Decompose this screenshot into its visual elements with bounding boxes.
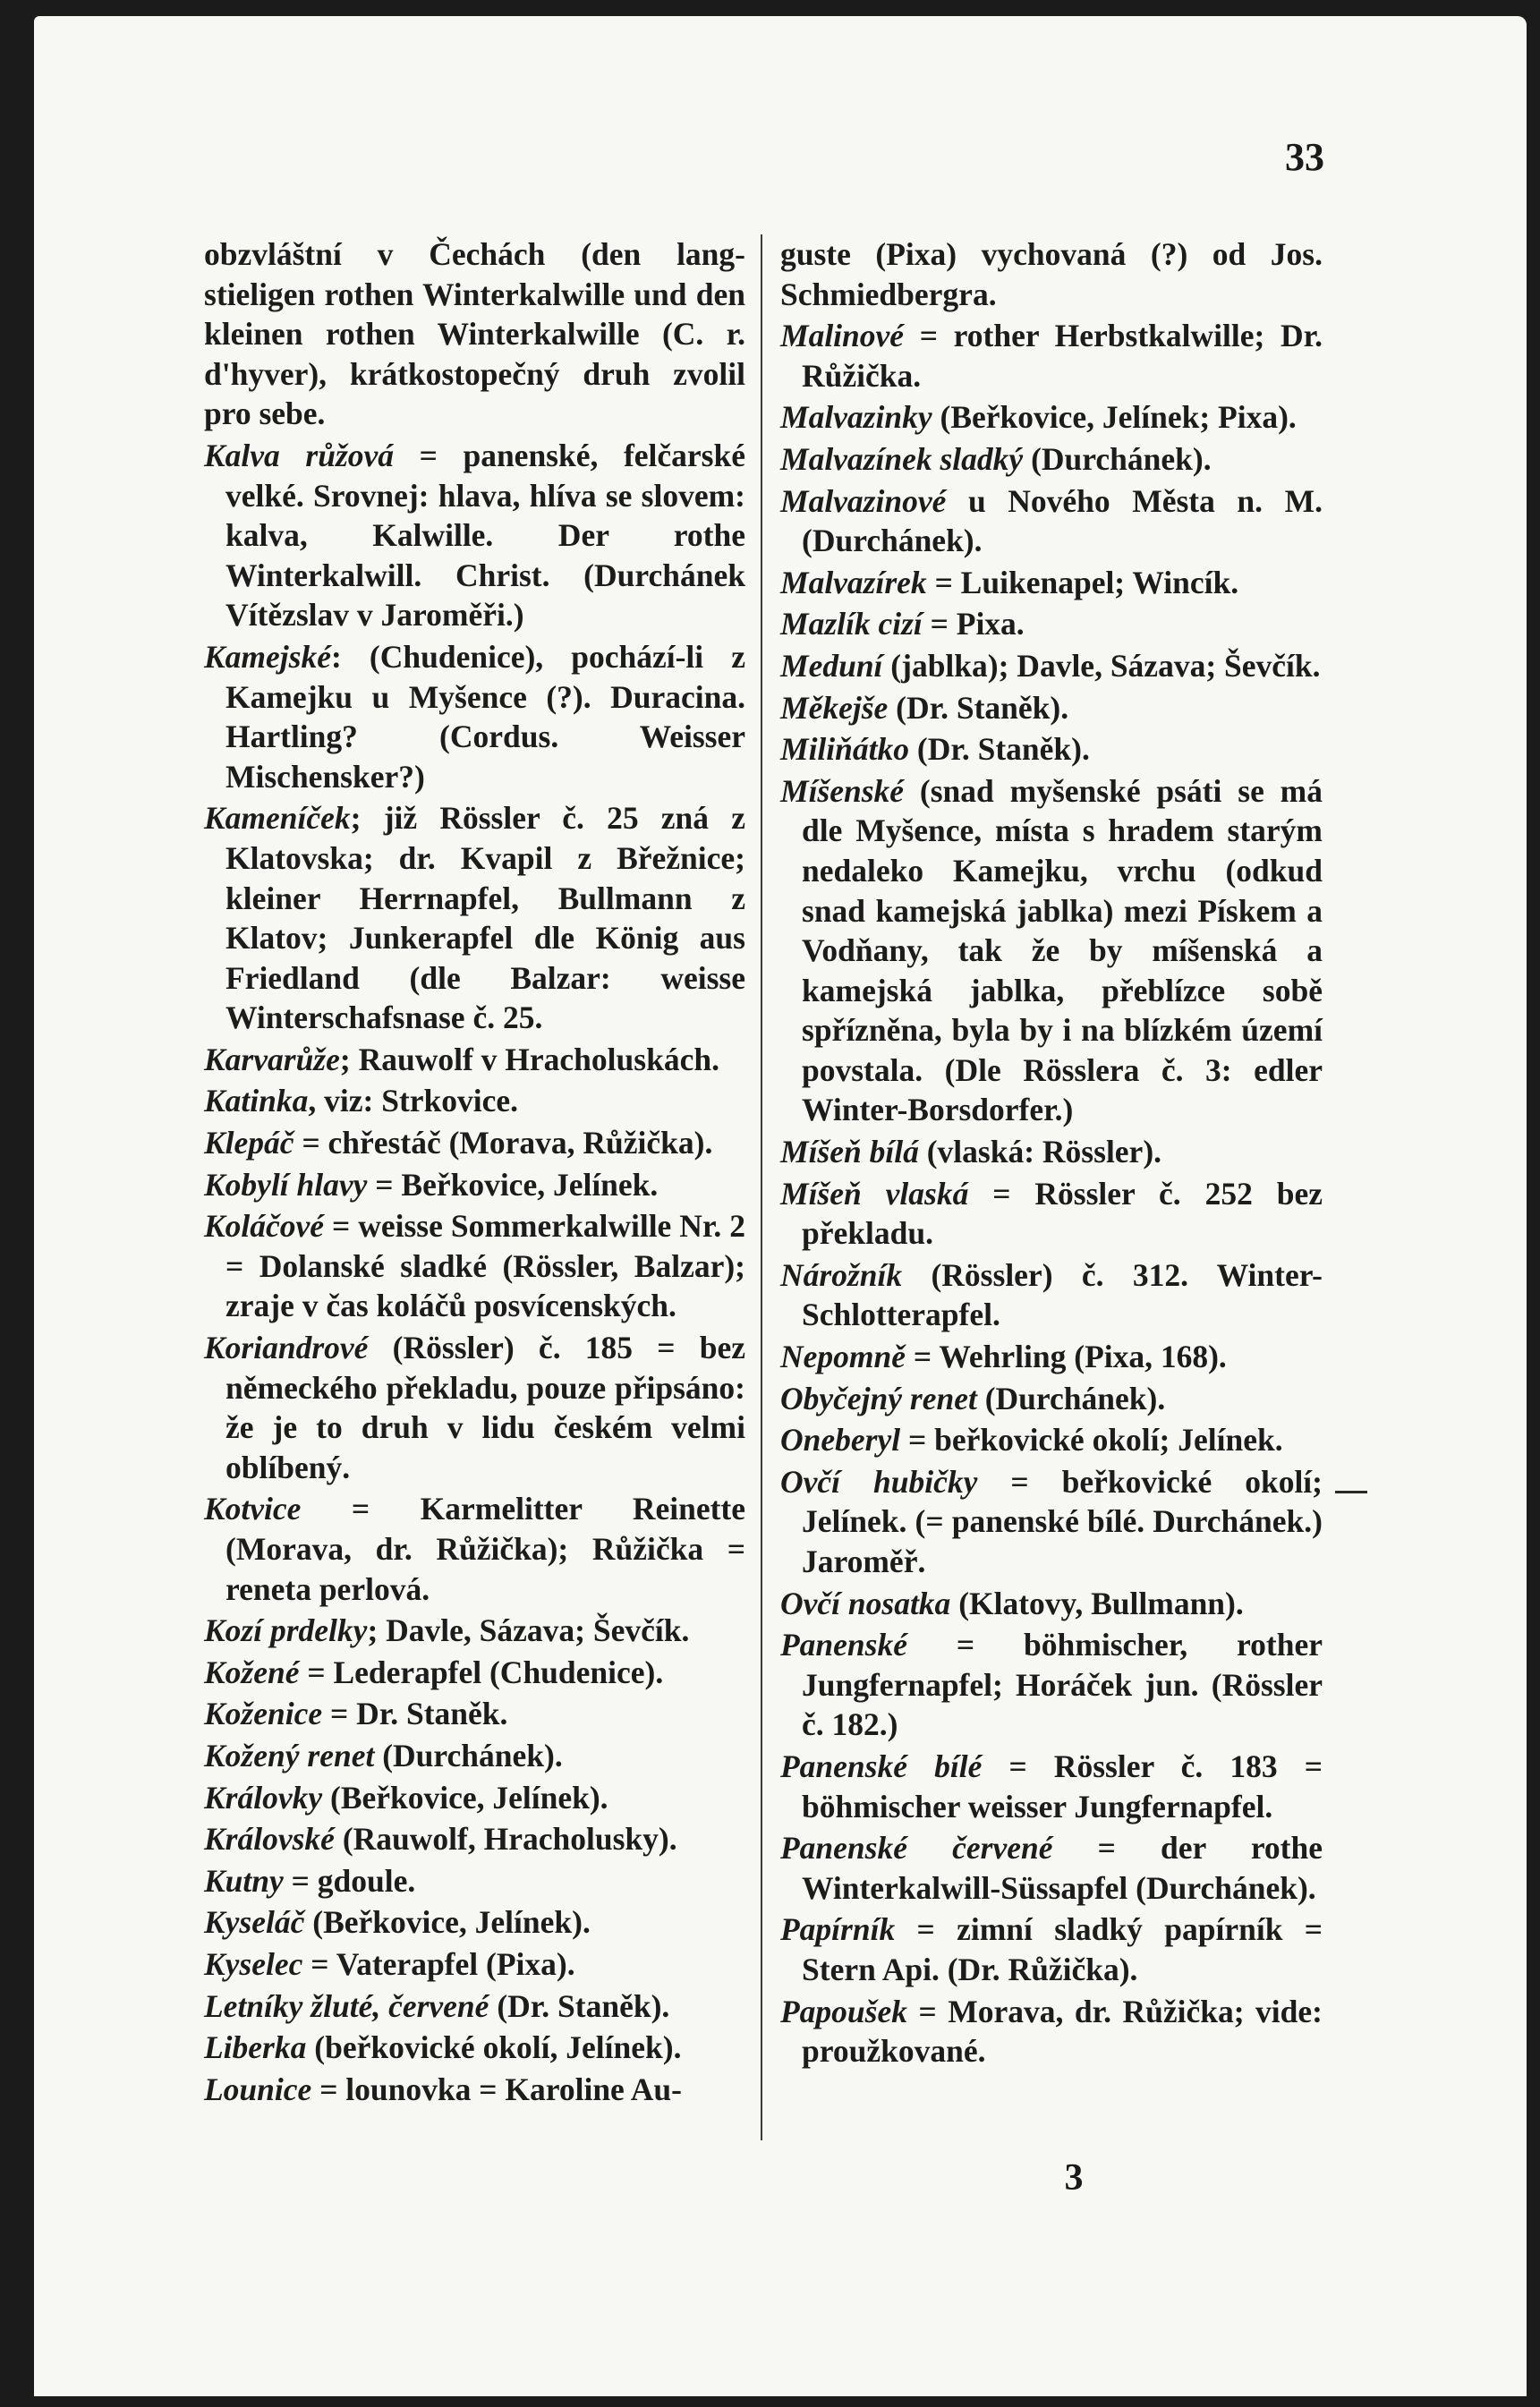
margin-mark: [1335, 1491, 1367, 1493]
dictionary-entry: [780, 729, 1323, 770]
dictionary-entry: [780, 688, 1323, 728]
entry-headword: Ovčí hubičky: [780, 1463, 978, 1500]
entry-headword: Klepáč: [204, 1125, 294, 1161]
entry-text: (Beřkovice, Jelínek).: [304, 1904, 591, 1941]
entry-text: (Dr. Staněk).: [909, 731, 1090, 768]
dictionary-entry: [780, 1828, 1323, 1908]
dictionary-entry: [204, 1694, 745, 1734]
entry-headword: Miliňátko: [780, 731, 910, 768]
entry-text: ; již Rössler č. 25 zná z Klatovska; dr. Kvapil z Břežnice; kleiner Herrnapfel, Bullmann z Klatov; Junkerapfel dle König aus Friedland (dle Balzar: weisse Winterschafsnase č. 25.: [225, 800, 745, 1036]
entry-headword: Míšeň bílá: [780, 1134, 919, 1170]
entry-headword: Mazlík cizí: [780, 606, 923, 642]
dictionary-entry: [204, 1328, 745, 1487]
entry-text: = beřkovické okolí; Jelínek. (= panenské bílé. Durchánek.) Jaroměř.: [802, 1463, 1323, 1579]
dictionary-entry: [204, 637, 745, 796]
entry-headword: Liberka: [204, 2029, 307, 2066]
dictionary-entry: [780, 316, 1323, 395]
entry-text: = Rössler č. 252 bez překladu.: [802, 1175, 1323, 1252]
dictionary-entry: [204, 1165, 745, 1205]
entry-headword: Kalva růžová: [204, 437, 395, 473]
entry-text: = böhmischer, rother Jungfernapfel; Horáček jun. (Rössler č. 182.): [802, 1627, 1323, 1743]
dictionary-entry: [780, 234, 1323, 314]
entry-text: (Durchánek).: [374, 1737, 563, 1773]
entry-headword: Královské: [204, 1821, 335, 1858]
dictionary-entry: [780, 563, 1323, 603]
entry-headword: Ovčí nosatka: [780, 1585, 951, 1621]
dictionary-entry: [204, 436, 745, 635]
entry-headword: Koženice: [204, 1696, 323, 1732]
entry-headword: Malvazinové: [780, 482, 947, 519]
entry-headword: Malinové: [780, 318, 905, 354]
dictionary-entry: [780, 1909, 1323, 1989]
dictionary-entry: [780, 481, 1323, 561]
entry-text: = rother Herbstkalwille; Dr. Růžička.: [802, 318, 1323, 394]
entry-headword: Kobylí hlavy: [204, 1166, 368, 1203]
entry-text: = Lederapfel (Chudenice).: [299, 1654, 664, 1690]
entry-text: = Wehrling (Pixa, 168).: [906, 1339, 1227, 1375]
entry-headword: Královky: [204, 1779, 323, 1816]
entry-text: (Rössler) č. 185 = bez německého překladu, pouze připsáno: že je to druh v lidu českém velmi oblíbený.: [225, 1330, 745, 1485]
dictionary-entry: [780, 1337, 1323, 1377]
entry-text: obzvláštní v Čechách (den lang-stieligen rothen Winterkalwille und den kleinen rothen Winterkalwille (C. r. d'hyver), krátkostopečný druh zvolil pro sebe.: [204, 236, 745, 432]
dictionary-entry: [780, 1420, 1323, 1460]
entry-headword: Nárožník: [780, 1256, 903, 1293]
entry-headword: Malvazínek sladký: [780, 440, 1024, 477]
entry-text: = panenské, felčarské velké. Srovnej: hlava, hlíva se slovem: kalva, Kalwille. Der rothe Winterkalwill. Christ. (Durchánek Vítězslav v Jaroměři.): [225, 437, 745, 634]
page-number: 33: [1285, 135, 1324, 179]
entry-headword: Koriandrové: [204, 1330, 369, 1366]
entry-headword: Oneberyl: [780, 1422, 901, 1459]
dictionary-entry: [780, 439, 1323, 480]
entry-headword: Kameníček: [204, 800, 351, 837]
dictionary-entry: [780, 1992, 1323, 2071]
entry-text: (Dr. Staněk).: [888, 689, 1069, 726]
entry-headword: Panenské červené: [780, 1830, 1053, 1867]
entry-text: = Dr. Staněk.: [322, 1696, 508, 1732]
dictionary-entry: [780, 1379, 1323, 1419]
dictionary-entry: [204, 1653, 745, 1693]
dictionary-entry: [204, 1206, 745, 1326]
dictionary-entry: [780, 1255, 1323, 1335]
entry-headword: Lounice: [204, 2071, 312, 2107]
entry-text: ; Davle, Sázava; Ševčík.: [367, 1612, 690, 1649]
dictionary-entry: [204, 234, 745, 434]
dictionary-entry: [780, 1132, 1323, 1172]
entry-text: = Beřkovice, Jelínek.: [367, 1166, 659, 1203]
column-divider: [761, 234, 762, 2140]
entry-headword: Karvarůže: [204, 1041, 340, 1077]
dictionary-entry: [204, 2028, 745, 2068]
entry-text: (Beřkovice, Jelínek; Pixa).: [932, 399, 1297, 436]
entry-text: = Karmelitter Reinette (Morava, dr. Růžička); Růžička = reneta perlová.: [225, 1491, 745, 1607]
entry-text: = chřestáč (Morava, Růžička).: [294, 1125, 713, 1161]
dictionary-entry: [780, 1174, 1323, 1254]
dictionary-entry: [204, 1778, 745, 1818]
dictionary-entry: [780, 1584, 1323, 1624]
entry-text: (snad myšenské psáti se má dle Myšence, místa s hradem starým nedaleko Kamejku, vrchu (odkud snad kamejská jablka) mezi Pískem a Vodňany, tak že by míšenská a kamejská jablka, přeblízce sobě spřízněna, byla by i na blízkém území povstala. (Dle Rösslera č. 3: edler Winter-Borsdorfer.): [802, 772, 1323, 1128]
entry-headword: Kyseláč: [204, 1904, 305, 1941]
entry-text: = weisse Sommerkalwille Nr. 2 = Dolanské sladké (Rössler, Balzar); zraje v čas koláčů posvícenských.: [225, 1208, 745, 1324]
entry-headword: Papoušek: [780, 1993, 907, 2029]
entry-headword: Míšeň vlaská: [780, 1175, 969, 1212]
entry-text: (Beřkovice, Jelínek).: [322, 1779, 608, 1816]
entry-text: = Morava, dr. Růžička; vide: proužkované.: [802, 1993, 1323, 2070]
dictionary-entry: [780, 1462, 1323, 1582]
entry-text: (Rauwolf, Hracholusky).: [334, 1821, 677, 1858]
entry-text: (Durchánek).: [1023, 440, 1212, 477]
entry-headword: Panenské bílé: [780, 1748, 983, 1784]
entry-text: , viz: Strkovice.: [308, 1083, 519, 1119]
entry-text: = Rössler č. 183 = böhmischer weisser Jungfernapfel.: [802, 1748, 1323, 1824]
entry-headword: Kožené: [204, 1654, 300, 1690]
dictionary-entry: [204, 1861, 745, 1901]
entry-text: = Pixa.: [922, 606, 1025, 642]
entry-text: (jablka); Davle, Sázava; Ševčík.: [882, 647, 1321, 684]
dictionary-entry: [204, 798, 745, 1038]
dictionary-entry: [780, 1625, 1323, 1745]
entry-text: = Luikenapel; Wincík.: [926, 564, 1239, 600]
dictionary-entry: [204, 1944, 745, 1985]
entry-text: (Rössler) č. 312. Winter-Schlotterapfel.: [802, 1256, 1323, 1333]
entry-text: = der rothe Winterkalwill-Süssapfel (Durchánek).: [802, 1830, 1323, 1906]
printer-signature: 3: [1064, 2157, 1084, 2199]
entry-headword: Kyselec: [204, 1945, 303, 1982]
entry-headword: Nepomně: [780, 1339, 906, 1375]
entry-headword: Letníky žluté, červené: [204, 1987, 489, 2024]
entry-text: = zimní sladký papírník = Stern Api. (Dr. Růžička).: [802, 1911, 1323, 1987]
entry-text: = Vaterapfel (Pixa).: [302, 1945, 575, 1982]
dictionary-entry: [780, 1747, 1323, 1826]
entry-headword: Měkejše: [780, 689, 889, 726]
entry-headword: Míšenské: [780, 772, 905, 809]
entry-headword: Kotvice: [204, 1491, 302, 1527]
entry-headword: Panenské: [780, 1627, 907, 1663]
entry-headword: Kozí prdelky: [204, 1612, 368, 1649]
dictionary-entry: [204, 1986, 745, 2027]
dictionary-entry: [204, 1123, 745, 1163]
dictionary-entry: [204, 1081, 745, 1121]
entry-headword: Papírník: [780, 1911, 896, 1948]
entry-text: = lounovka = Karoline Au-: [311, 2071, 682, 2107]
entry-headword: Malvazírek: [780, 564, 927, 600]
dictionary-entry: [204, 1611, 745, 1651]
entry-headword: Kutny: [204, 1862, 284, 1899]
right-column: [780, 234, 1323, 2073]
dictionary-entry: [204, 1736, 745, 1776]
entry-text: (beřkovické okolí, Jelínek).: [306, 2029, 682, 2066]
entry-headword: Koláčové: [204, 1208, 325, 1245]
dictionary-entry: [780, 646, 1323, 686]
entry-text: (vlaská: Rössler).: [918, 1134, 1162, 1170]
dictionary-entry: [204, 1819, 745, 1859]
entry-text: : (Chudenice), pochází-li z Kamejku u Myšence (?). Duracina. Hartling? (Cordus. Weisser Mischensker?): [225, 638, 745, 795]
dictionary-entry: [204, 1040, 745, 1080]
entry-headword: Kožený renet: [204, 1737, 375, 1773]
entry-text: guste (Pixa) vychovaná (?) od Jos. Schmiedbergra.: [780, 236, 1323, 312]
dictionary-entry: [204, 1902, 745, 1943]
entry-text: = beřkovické okolí; Jelínek.: [900, 1422, 1283, 1459]
dictionary-entry: [780, 771, 1323, 1130]
dictionary-entry: [204, 2070, 745, 2110]
entry-text: (Durchánek).: [976, 1380, 1166, 1416]
dictionary-entry: [204, 1489, 745, 1609]
dictionary-entry: [780, 397, 1323, 438]
entry-text: u Nového Města n. M. (Durchánek).: [802, 482, 1323, 559]
entry-text: (Klatovy, Bullmann).: [950, 1585, 1244, 1621]
dictionary-entry: [780, 604, 1323, 644]
entry-headword: Kamejské: [204, 638, 331, 675]
entry-text: (Dr. Staněk).: [489, 1987, 670, 2024]
entry-headword: Malvazinky: [780, 399, 932, 436]
entry-headword: Obyčejný renet: [780, 1380, 977, 1416]
entry-headword: Meduní: [780, 647, 883, 684]
entry-text: ; Rauwolf v Hracholuskách.: [339, 1041, 719, 1077]
entry-text: = gdoule.: [283, 1862, 416, 1899]
entry-headword: Katinka: [204, 1083, 309, 1119]
left-column: [204, 234, 745, 2111]
